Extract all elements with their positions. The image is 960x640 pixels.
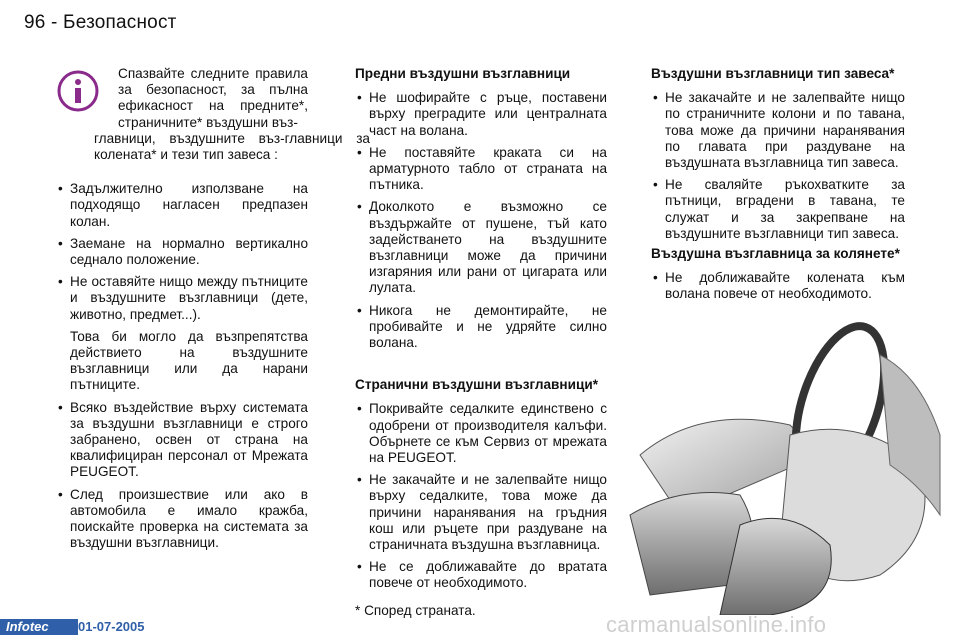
col2-bullet-5: • Покривайте седалките единствено с одобрени от производителя калъфи. Обърнете се към Сервиз от мрежата на PEUGEOT.	[355, 401, 607, 466]
footer-date: 01-07-2005	[78, 619, 145, 634]
col1-bullet-1: • Задължително използване на подходящо нагласен предпазен колан.	[56, 181, 308, 230]
column-3	[651, 66, 905, 303]
intro-tail: главници, въздушните въз-главници за колената* и тези тип завеса :	[94, 130, 370, 163]
col2-bullet-1: • Не шофирайте с ръце, поставени върху преградите или централната част на волана.	[355, 90, 607, 139]
heading-side-airbags: Странични въздушни възглавници*	[355, 377, 598, 393]
col1-paragraph: Това би могло да възпрепятства действието на въздушните възглавници или да нарани пътниците.	[70, 328, 308, 393]
heading-curtain-airbags: Въздушни възглавници тип завеса*	[651, 66, 895, 81]
column-2	[355, 66, 607, 592]
col3-bullet-1: • Не закачайте и не залепвайте нищо по страничните колони и по тавана, това може да причини наранявания по главата при раздуване на въздушната възглавница тип завеса.	[651, 90, 905, 171]
intro-head: Спазвайте следните правила за безопасност, за пълна ефикасност на предните*, страничните* въздушни въз-	[118, 66, 308, 130]
col2-bullet-7: • Не се доближавайте до вратата повече от необходимото.	[355, 559, 607, 591]
airbag-illustration	[620, 315, 960, 615]
col1-bullet-3: • Не оставяйте нищо между пътниците и въздушните възглавници (дете, животно, предмет...).	[56, 274, 308, 323]
page-number: 96	[24, 12, 46, 33]
heading-knee-airbag: Въздушна възглавница за колянете*	[651, 246, 900, 262]
header-separator: -	[51, 12, 58, 33]
heading-front-airbags: Предни въздушни възглавници	[355, 66, 571, 81]
col1-bullet-4: • Всяко въздействие върху системата за въздушни възглавници е строго забранено, освен от страна на квалифициран персонал от Мрежата PEUGEOT.	[56, 400, 308, 481]
info-block	[56, 66, 370, 163]
col1-bullet-2: • Заемане на нормално вертикално седнало положение.	[56, 236, 308, 268]
footnote: * Според страната.	[355, 603, 476, 618]
col2-bullet-4: • Никога не демонтирайте, не пробивайте и не удряйте силно волана.	[355, 303, 607, 352]
infotec-logo: Infotec	[0, 619, 78, 635]
col3-bullet-3: • Не доближавайте колената към волана повече от необходимото.	[651, 270, 905, 302]
col2-bullet-2: • Не поставяйте краката си на арматурното табло от страната на пътника.	[355, 145, 607, 194]
col3-bullet-2: • Не сваляйте ръкохватките за пътници, вградени в тавана, те служат и за закрепване на въздушните възглавници тип завеса.	[651, 177, 905, 242]
info-icon	[56, 69, 100, 113]
page-header	[24, 12, 177, 34]
watermark: carmanualsonline.info	[606, 612, 827, 637]
col1-bullet-5: • След произшествие или ако в автомобила е имало кражба, поискайте проверка на системата за въздушни възглавници.	[56, 487, 308, 552]
page-title: Безопасност	[63, 12, 177, 33]
col2-bullet-3: • Доколкото е възможно се въздържайте от пушене, тъй като задействането на въздушните възглавници може да причини изгаряния или рани от цигарата или лулата.	[355, 199, 607, 296]
column-1	[56, 66, 370, 551]
col2-bullet-6: • Не закачайте и не залепвайте нищо върху седалките, това може да причини наранявания на гръдния кош или ръцете при раздуване на страничната въздушна възглавница.	[355, 472, 607, 553]
